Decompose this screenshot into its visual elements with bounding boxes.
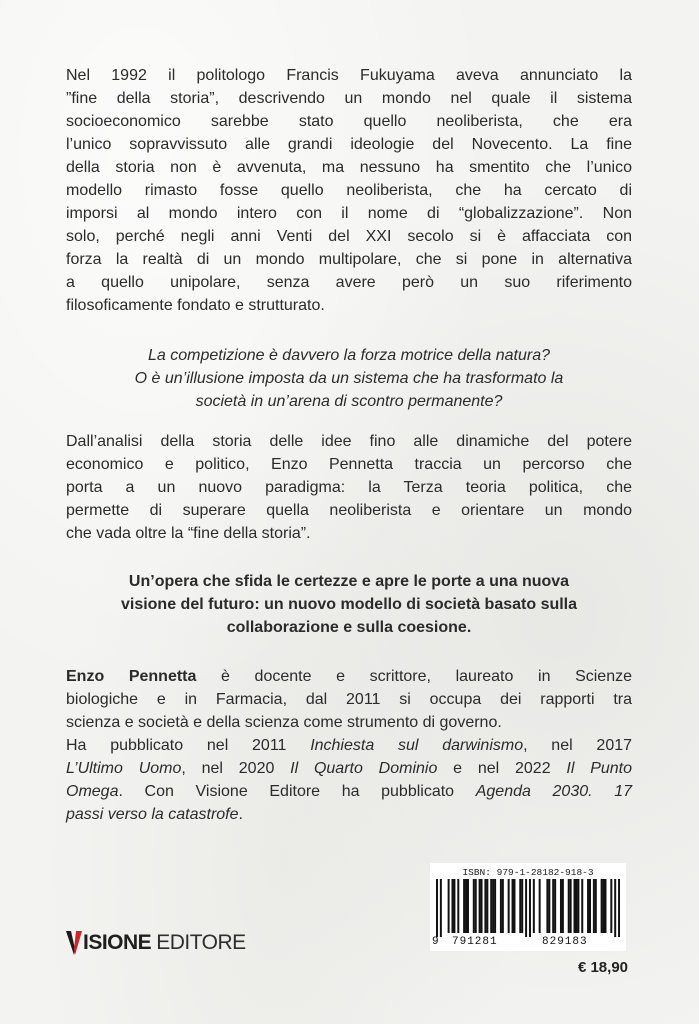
barcode-bar: [614, 879, 616, 937]
barcode-bar: [484, 879, 486, 933]
bio-text: , nel 2017: [523, 737, 633, 754]
barcode-bar: [519, 879, 521, 933]
barcode-bar: [548, 879, 550, 933]
bio-line: [66, 665, 632, 688]
highlight-line: visione del futuro: un nuovo modello di società basato sulla: [120, 596, 578, 613]
barcode-bars: [436, 879, 620, 937]
barcode-bar: [490, 879, 492, 933]
text-line: economico e politico, Enzo Pennetta traccia un percorso che: [66, 456, 632, 473]
barcode-bar: [605, 879, 607, 933]
text-line: solo, perché negli anni Venti del XXI secolo si è affacciata con: [66, 228, 632, 245]
text-line: Dall’analisi della storia delle idee fino alle dinamiche del potere: [66, 433, 632, 450]
quote-line: società in un’arena di scontro permanente?: [195, 393, 503, 410]
text-line: forza la realtà di un mondo multipolare, che si pone in alternativa: [66, 251, 632, 268]
text-line: l’unico sopravvissuto alle grandi ideologie del Novecento. La fine: [66, 136, 632, 153]
barcode-bar: [574, 879, 576, 933]
barcode-bar: [546, 879, 548, 933]
barcode-bar: [486, 879, 488, 933]
barcode-bar: [603, 879, 605, 933]
quote-block: [66, 344, 632, 413]
paragraph-intro: [66, 64, 632, 317]
isbn-barcode: [430, 863, 626, 951]
text-line: permette di superare quella neoliberista e orientare un mondo: [66, 502, 632, 519]
barcode-bar: [575, 879, 577, 933]
text-line: imporsi al mondo intero con il nome di “globalizzazione”. Non: [66, 205, 632, 222]
barcode-bar: [512, 879, 514, 933]
bio-text: .: [238, 806, 243, 823]
barcode-bar: [521, 879, 523, 933]
barcode-bar: [581, 879, 583, 933]
text-line: modello rimasto fosse quello neoliberista, che ha cercato di: [66, 182, 632, 199]
publisher-name: ISIONE: [83, 931, 152, 954]
barcode-bar: [494, 879, 496, 933]
bio-line: [66, 757, 632, 780]
highlight-line: Un’opera che sfida le certezze e apre le porte a una nuova: [128, 573, 570, 590]
text-line: che vada oltre la “fine della storia”.: [66, 525, 311, 542]
paragraph-analysis: [66, 430, 632, 545]
barcode-bar: [451, 879, 453, 933]
barcode-bar: [593, 879, 595, 933]
barcode-bar: [589, 879, 591, 933]
barcode-bar: [525, 879, 527, 937]
quote-line: O è un’illusione imposta da un sistema che ha trasformato la: [134, 370, 564, 387]
barcode-bar: [457, 879, 459, 933]
highlight-statement: [66, 570, 632, 639]
bio-line: [66, 734, 632, 757]
barcode-digits-left: 791281: [452, 936, 498, 948]
barcode-bar: [513, 879, 515, 933]
barcode-bar: [467, 879, 469, 933]
text-line: filosoficamente fondato e strutturato.: [66, 297, 325, 314]
bio-line: [66, 780, 632, 803]
barcode-bar: [473, 879, 475, 933]
barcode-bar: [554, 879, 556, 933]
barcode-bar: [502, 879, 504, 933]
book-title: Il Punto: [566, 760, 633, 777]
text-line: porta a un nuovo paradigma: la Terza teoria politica, che: [66, 479, 632, 496]
barcode-digit-first: 9: [432, 936, 439, 948]
quote-line: La competizione è davvero la forza motrice della natura?: [148, 347, 550, 364]
barcode-bar: [570, 879, 572, 933]
barcode-bar: [529, 879, 531, 937]
barcode-bar: [448, 879, 450, 933]
author-bio: [66, 665, 632, 826]
book-title: passi verso la catastrofe: [66, 806, 239, 823]
book-title: Inchiesta sul darwinismo: [310, 737, 524, 754]
barcode-digits-right: 829183: [542, 936, 588, 948]
barcode-bar: [479, 879, 481, 933]
text-line: Nel 1992 il politologo Francis Fukuyama aveva annunciato la: [66, 67, 632, 84]
book-title: Agenda 2030. 17: [475, 783, 633, 800]
barcode-bar: [475, 879, 477, 933]
barcode-bar: [577, 879, 579, 933]
barcode-bar: [618, 879, 620, 937]
barcode-bar: [610, 879, 612, 933]
bio-text: . Con Visione Editore ha pubblicato: [118, 783, 476, 800]
visione-v-icon: [66, 931, 82, 955]
barcode-bar: [601, 879, 603, 933]
barcode-bar: [539, 879, 541, 933]
barcode-bar: [436, 879, 438, 937]
barcode-bar: [587, 879, 589, 933]
publisher-suffix: EDITORE: [156, 931, 246, 954]
text-line: ”fine della storia”, descrivendo un mondo nel quale il sistema: [66, 90, 632, 107]
bio-text: Ha pubblicato nel 2011: [66, 737, 311, 754]
bio-line: biologiche e in Farmacia, dal 2011 si occupa dei rapporti tra: [66, 691, 632, 708]
isbn-label: ISBN: 979-1-28182-918-3: [462, 867, 594, 878]
bio-text: e nel 2022: [437, 760, 567, 777]
barcode-bar: [481, 879, 483, 933]
barcode-bar: [492, 879, 494, 933]
bio-line: [66, 803, 632, 826]
highlight-line: collaborazione e sulla coesione.: [226, 619, 472, 636]
author-name: Enzo Pennetta: [66, 668, 197, 685]
barcode-bar: [508, 879, 510, 933]
bio-text: , nel 2020: [181, 760, 291, 777]
barcode-bar: [463, 879, 465, 933]
barcode-bar: [595, 879, 597, 933]
barcode-bar: [465, 879, 467, 933]
publisher-logo: [66, 930, 246, 956]
barcode-bar: [533, 879, 535, 933]
barcode-bar: [560, 879, 562, 933]
text-line: a quello unipolare, senza avere però un suo riferimento: [66, 274, 632, 291]
barcode-bar: [453, 879, 455, 933]
barcode-bar: [552, 879, 554, 933]
text-line: della storia non è avvenuta, ma nessuno ha smentito che l’unico: [66, 159, 632, 176]
barcode-bar: [500, 879, 502, 933]
book-title: L’Ultimo Uomo: [66, 760, 182, 777]
book-title: Il Quarto Dominio: [290, 760, 438, 777]
barcode-bar: [568, 879, 570, 933]
price-label: € 18,90: [577, 959, 628, 976]
bio-line: scienza e società e della scienza come strumento di governo.: [66, 714, 502, 731]
book-title: Omega: [66, 783, 119, 800]
barcode-bar: [440, 879, 442, 937]
barcode-bar: [562, 879, 564, 933]
text-line: socioeconomico sarebbe stato quello neoliberista, che era: [66, 113, 632, 130]
bio-text: è docente e scrittore, laureato in Scienze: [196, 668, 632, 685]
